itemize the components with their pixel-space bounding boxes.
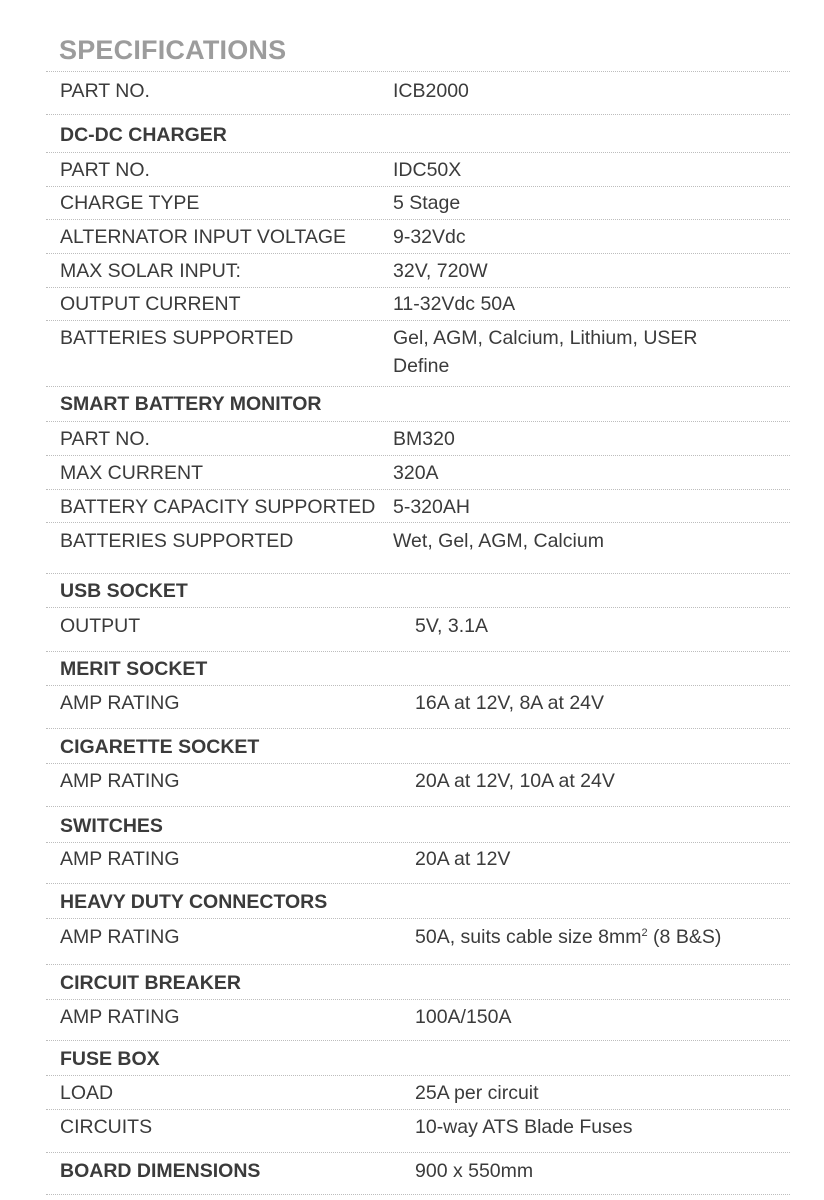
spec-value: 320A [393, 462, 439, 484]
spec-value: Gel, AGM, Calcium, Lithium, USER Define [393, 327, 698, 377]
divider [46, 918, 790, 919]
spec-value: 20A at 12V [415, 848, 511, 870]
spec-label: CIRCUITS [60, 1116, 153, 1138]
spec-label: BATTERIES SUPPORTED [60, 530, 294, 552]
section-heading-cigarette-socket: CIGARETTE SOCKET [60, 736, 260, 758]
spec-label: PART NO. [60, 159, 150, 181]
divider [46, 71, 790, 72]
divider [46, 287, 790, 288]
superscript: 2 [641, 927, 648, 939]
spec-label: PART NO. [60, 80, 150, 102]
divider [46, 186, 790, 187]
divider [46, 1152, 790, 1153]
divider [46, 964, 790, 965]
divider [46, 114, 790, 115]
spec-value: 20A at 12V, 10A at 24V [415, 770, 615, 792]
spec-label: OUTPUT CURRENT [60, 293, 241, 315]
spec-label: LOAD [60, 1082, 114, 1104]
divider [46, 728, 790, 729]
spec-value: 900 x 550mm [415, 1160, 534, 1182]
spec-label: PART NO. [60, 428, 150, 450]
section-heading-smart-battery-monitor: SMART BATTERY MONITOR [60, 393, 322, 415]
divider [46, 763, 790, 764]
spec-value: 100A/150A [415, 1006, 512, 1028]
divider [46, 573, 790, 574]
spec-value: 5V, 3.1A [415, 615, 489, 637]
section-heading-board-dimensions: BOARD DIMENSIONS [60, 1160, 261, 1182]
divider [46, 421, 790, 422]
divider [46, 883, 790, 884]
spec-value: 5-320AH [393, 496, 470, 518]
spec-label: MAX SOLAR INPUT: [60, 260, 241, 282]
divider [46, 386, 790, 387]
divider [46, 1194, 790, 1195]
spec-label: MAX CURRENT [60, 462, 204, 484]
divider [46, 320, 790, 321]
spec-value [415, 924, 721, 950]
divider [46, 253, 790, 254]
section-heading-heavy-duty-connectors: HEAVY DUTY CONNECTORS [60, 891, 328, 913]
section-heading-usb-socket: USB SOCKET [60, 580, 188, 602]
spec-label: CHARGE TYPE [60, 192, 200, 214]
divider [46, 1040, 790, 1041]
page-title: SPECIFICATIONS [59, 35, 287, 65]
divider [46, 806, 790, 807]
divider [46, 152, 790, 153]
spec-value: 11-32Vdc 50A [393, 293, 516, 315]
spec-value: 5 Stage [393, 192, 461, 214]
divider [46, 1109, 790, 1110]
section-heading-merit-socket: MERIT SOCKET [60, 658, 208, 680]
section-heading-fuse-box: FUSE BOX [60, 1048, 160, 1070]
divider [46, 489, 790, 490]
spec-value: 16A at 12V, 8A at 24V [415, 692, 605, 714]
spec-label: AMP RATING [60, 770, 180, 792]
spec-label: AMP RATING [60, 1006, 180, 1028]
divider [46, 651, 790, 652]
spec-value: 25A per circuit [415, 1082, 539, 1104]
divider [46, 455, 790, 456]
spec-value: Wet, Gel, AGM, Calcium [393, 530, 604, 552]
spec-label: ALTERNATOR INPUT VOLTAGE [60, 226, 347, 248]
divider [46, 607, 790, 608]
divider [46, 219, 790, 220]
spec-value: 9-32Vdc [393, 226, 466, 248]
divider [46, 1075, 790, 1076]
spec-value: 32V, 720W [393, 260, 488, 282]
spec-value: BM320 [393, 428, 455, 450]
divider [46, 522, 790, 523]
spec-value-main: 50A, suits cable size 8mm [415, 926, 642, 948]
divider [46, 999, 790, 1000]
spec-label: AMP RATING [60, 926, 180, 948]
divider [46, 842, 790, 843]
section-heading-circuit-breaker: CIRCUIT BREAKER [60, 972, 241, 994]
section-heading-dcdc-charger: DC-DC CHARGER [60, 124, 227, 146]
section-heading-switches: SWITCHES [60, 815, 163, 837]
spec-label: BATTERIES SUPPORTED [60, 327, 294, 349]
spec-value: IDC50X [393, 159, 462, 181]
spec-value: ICB2000 [393, 80, 469, 102]
spec-value: 10-way ATS Blade Fuses [415, 1116, 633, 1138]
spec-label: AMP RATING [60, 848, 180, 870]
spec-value-suffix: (8 B&S) [647, 926, 722, 948]
spec-label: AMP RATING [60, 692, 180, 714]
spec-label: OUTPUT [60, 615, 141, 637]
spec-label: BATTERY CAPACITY SUPPORTED [60, 496, 376, 518]
divider [46, 685, 790, 686]
